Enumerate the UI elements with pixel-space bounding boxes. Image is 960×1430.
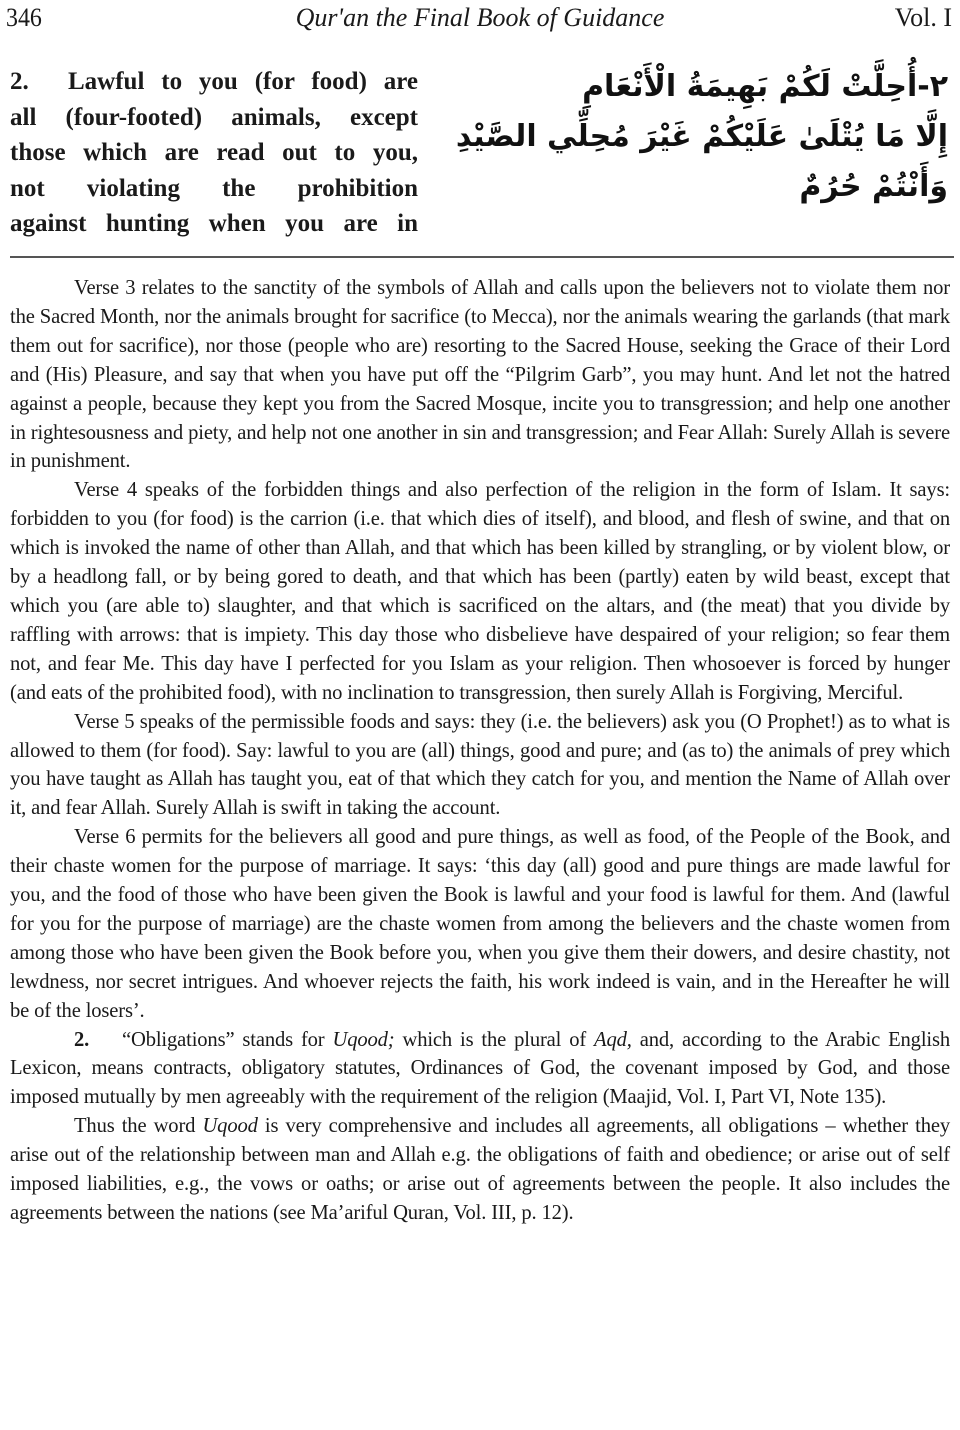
page-number: 346 — [6, 3, 42, 32]
translation-line: 2. Lawful to you (for food) are — [10, 64, 418, 100]
term-uqood: Uqood — [202, 1115, 258, 1138]
note-obligations: 2. “Obligations” stands for Uqood; which is the plural of Aqd, and, according to the Arabic English Lexicon, means contracts, obligatory statutes, Ordinances of God, the covenant imposed by God, and those imposed mutually by men agreeably with the requirement of the religion (Maajid, Vol. I, Part VI, Note 135). — [10, 1026, 950, 1113]
paragraph-verse-6: Verse 6 permits for the believers all good and pure things, as well as food, of the People of the Book, and their chaste women for the purpose of marriage. It says: ‘this day (all) good and pure things are made lawful for you, and the food of those who have been given the Book is lawful and your food is lawful for them. And (lawful for you for the purpose of marriage) are the chaste women from among the believers and the chaste women from among those who have been given the Book before you, when you give them their dowers, and desire chastity, not lewdness, nor secret intrigues. And whoever rejects the faith, his work indeed is vain, and in the Hereafter he will be of the losers’. — [10, 826, 950, 1022]
arabic-line: وَأَنْتُمْ حُرُمٌ — [799, 169, 948, 204]
translation-line: not violating the prohibition — [10, 174, 418, 202]
note-number: 2. — [74, 1028, 90, 1051]
verse-number: 2. — [10, 68, 29, 95]
paragraph-closing: Thus the word Uqood is very comprehensive and includes all agreements, all obligations – whether they arise out of the relationship between man and Allah e.g. the obligations of faith and obedience; or arise out of self imposed liabilities, e.g., the vows or oaths; or arise out of agreements between the people. It also includes the agreements between the nations (see Ma’ariful Quran, Vol. III, p. 12). — [10, 1115, 950, 1224]
arabic-line: إِلَّا مَا يُتْلَىٰ عَلَيْكُمْ غَيْرَ مُحِلِّي الصَّيْدِ — [455, 119, 948, 154]
paragraph-verse-4: Verse 4 speaks of the forbidden things and also perfection of the religion in the form of Islam. It says: forbidden to you (for food) is the carrion (i.e. that which dies of itself), and blood, and flesh of swine, and that on which is invoked the name of other than Allah, and that which has been killed by strangling, or by violent blow, or by a headlong fall, or by being gored to death, and that which has been (partly) eaten by wild beast, except that which you (are able to) slaughter, and that which is sacrificed on the altars, and (the meat) that you divide by raffling with arrows: that is impiety. This day those who disbelieve have despaired of your religion; so fear them not, and fear Me. This day have I perfected for you Islam as your religion. Then whosoever is forced by hunger (and eats of the prohibited food), with no inclination to transgression, then surely Allah is Forgiving, Merciful. — [10, 479, 950, 704]
term-aqd: Aqd, — [594, 1028, 632, 1051]
verse-arabic-text — [455, 62, 948, 212]
term-uqood: Uqood; — [332, 1028, 395, 1051]
paragraph-verse-3: Verse 3 relates to the sanctity of the symbols of Allah and calls upon the believers not to violate them nor the Sacred Month, nor the animals brought for sacrifice (to Mecca), nor the animals wearing the garlands (that mark them out for sacrifice), nor those (people who are) resorting to the Sacred House, seeking the Grace of their Lord and (His) Pleasure, and say that when you have put off the “Pilgrim Garb”, you may hunt. And let not the hatred against a people, because they kept you from the Sacred Mosque, incite you to transgression; and help one another in rightesousness and piety, and help not one another in sin and transgression; and Fear Allah: Surely Allah is severe in punishment. — [10, 277, 950, 473]
translation-line: those which are read out to you, — [10, 139, 418, 166]
book-title: Qur'an the Final Book of Guidance — [295, 3, 665, 32]
running-header — [0, 0, 960, 40]
translation-line: all (four-footed) animals, except — [10, 103, 418, 131]
arabic-line: ٢-أُحِلَّتْ لَكُمْ بَهِيمَةُ الْأَنْعَامِ — [582, 69, 948, 104]
commentary — [10, 274, 950, 1228]
verse-block — [0, 62, 960, 252]
translation-line: against hunting when you are in — [10, 210, 418, 237]
section-divider — [10, 256, 954, 258]
volume-label: Vol. I — [894, 3, 952, 32]
verse-translation — [10, 64, 418, 242]
paragraph-verse-5: Verse 5 speaks of the permissible foods and says: they (i.e. the believers) ask you (O Prophet!) as to what is allowed to them (for food). Say: lawful to you are (all) things, good and pure; and (as to) the animals of prey which you have taught as Allah has taught you, eat of that which they catch for you, and mention the Name of Allah over it, and fear Allah. Surely Allah is swift in taking the account. — [10, 710, 950, 820]
